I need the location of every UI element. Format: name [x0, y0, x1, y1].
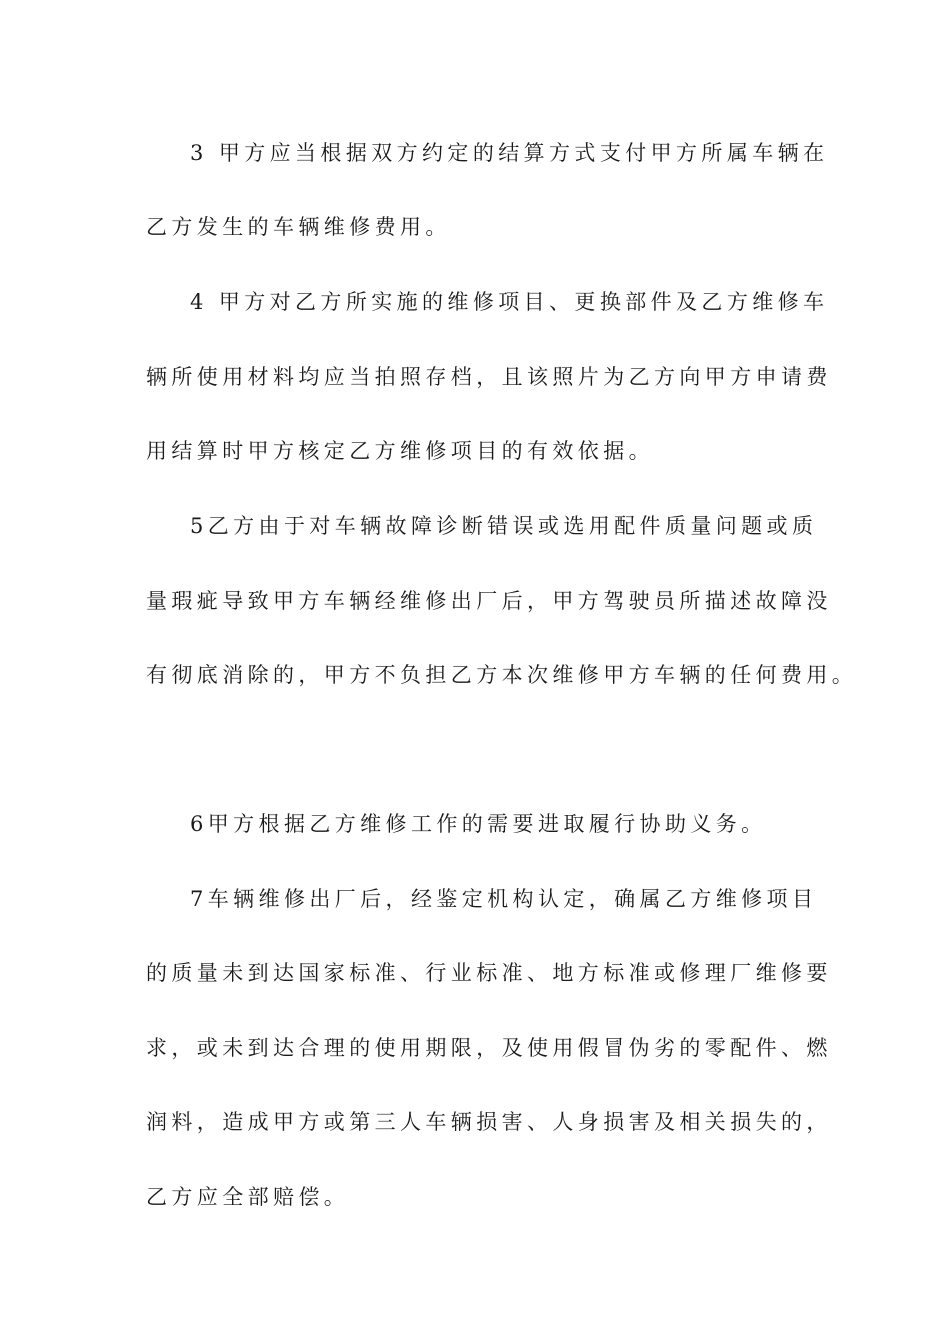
clause-3-line-1: 3 甲方应当根据双方约定的结算方式支付甲方所属车辆在	[190, 141, 829, 165]
clause-6-line-1: 6甲方根据乙方维修工作的需要进取履行协助义务。	[190, 812, 767, 836]
clause-7-line-1: 7车辆维修出厂后，经鉴定机构认定，确属乙方维修项目	[190, 887, 818, 911]
clause-7-line-3: 求，或未到达合理的使用期限，及使用假冒伪劣的零配件、燃	[146, 1036, 832, 1060]
clause-5-line-2: 量瑕疵导致甲方车辆经维修出厂后，甲方驾驶员所描述故障没	[146, 589, 832, 613]
clause-5-line-3: 有彻底消除的，甲方不负担乙方本次维修甲方车辆的任何费用。	[146, 663, 858, 687]
clause-3-line-2: 乙方发生的车辆维修费用。	[146, 215, 451, 239]
clause-5-line-1: 5乙方由于对车辆故障诊断错误或选用配件质量问题或质	[190, 514, 818, 538]
clause-4-line-2: 辆所使用材料均应当拍照存档，且该照片为乙方向甲方申请费	[146, 365, 832, 389]
clause-4-line-1: 4 甲方对乙方所实施的维修项目、更换部件及乙方维修车	[190, 290, 829, 314]
clause-4-line-3: 用结算时甲方核定乙方维修项目的有效依据。	[146, 439, 654, 463]
clause-7-line-5: 乙方应全部赔偿。	[146, 1185, 350, 1209]
clause-7-line-4: 润料，造成甲方或第三人车辆损害、人身损害及相关损失的，	[146, 1110, 832, 1134]
clause-7-line-2: 的质量未到达国家标准、行业标准、地方标准或修理厂维修要	[146, 961, 832, 985]
